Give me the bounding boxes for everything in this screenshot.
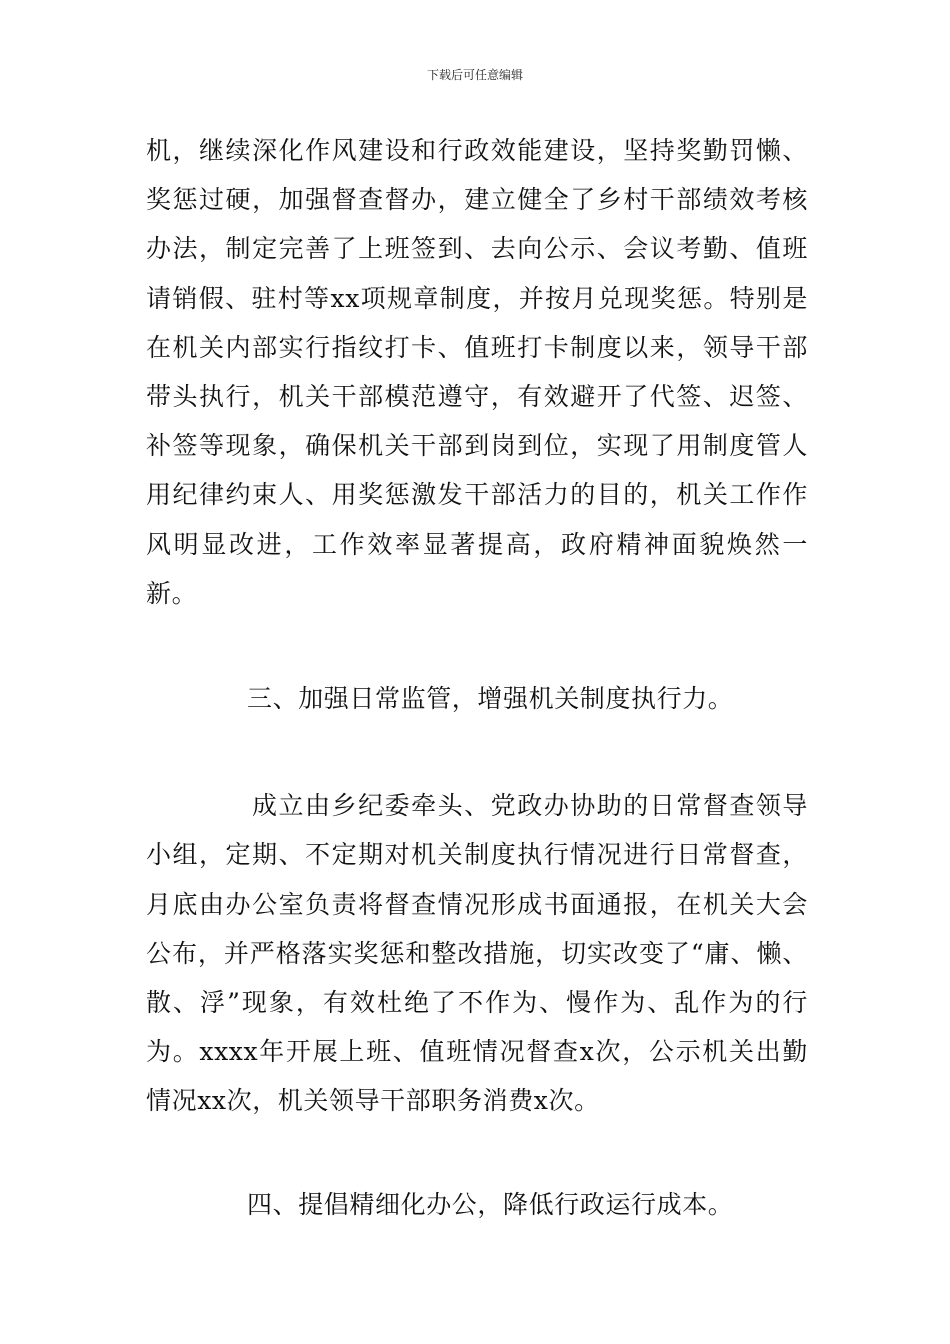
paragraph-spacer	[146, 723, 808, 781]
document-body	[146, 126, 808, 1229]
section-heading-3: 三、加强日常监管，增强机关制度执行力。	[247, 684, 734, 714]
paragraph-daily-supervision: 成立由乡纪委牵头、党政办协助的日常督查领导小组，定期、不定期对机关制度执行情况进行日常督查，月底由办公室负责将督查情况形成书面通报，在机关大会公布，并严格落实奖惩和整改措施，切实改变了“庸、懒、散、浮”现象，有效杜绝了不作为、慢作为、乱作为的行为。xxxx年开展上班、值班情况督查x次，公示机关出勤情况xx次，机关领导干部职务消费x次。	[146, 791, 808, 1116]
paragraph-efficiency-measures: 机，继续深化作风建设和行政效能建设，坚持奖勤罚懒、奖惩过硬，加强督查督办，建立健全了乡村干部绩效考核办法，制定完善了上班签到、去向公示、会议考勤、值班请销假、驻村等xx项规章制度，并按月兑现奖惩。特别是在机关内部实行指纹打卡、值班打卡制度以来，领导干部带头执行，机关干部模范遵守，有效避开了代签、迟签、补签等现象，确保机关干部到岗到位，实现了用制度管人用纪律约束人、用奖惩激发干部活力的目的，机关工作作风明显改进，工作效率显著提高，政府精神面貌焕然一新。	[146, 136, 808, 608]
section-heading-4: 四、提倡精细化办公，降低行政运行成本。	[247, 1189, 734, 1219]
paragraph-spacer	[146, 1126, 808, 1180]
paragraph-spacer	[146, 618, 808, 674]
page-header-note: 下载后可任意编辑	[426, 68, 523, 82]
